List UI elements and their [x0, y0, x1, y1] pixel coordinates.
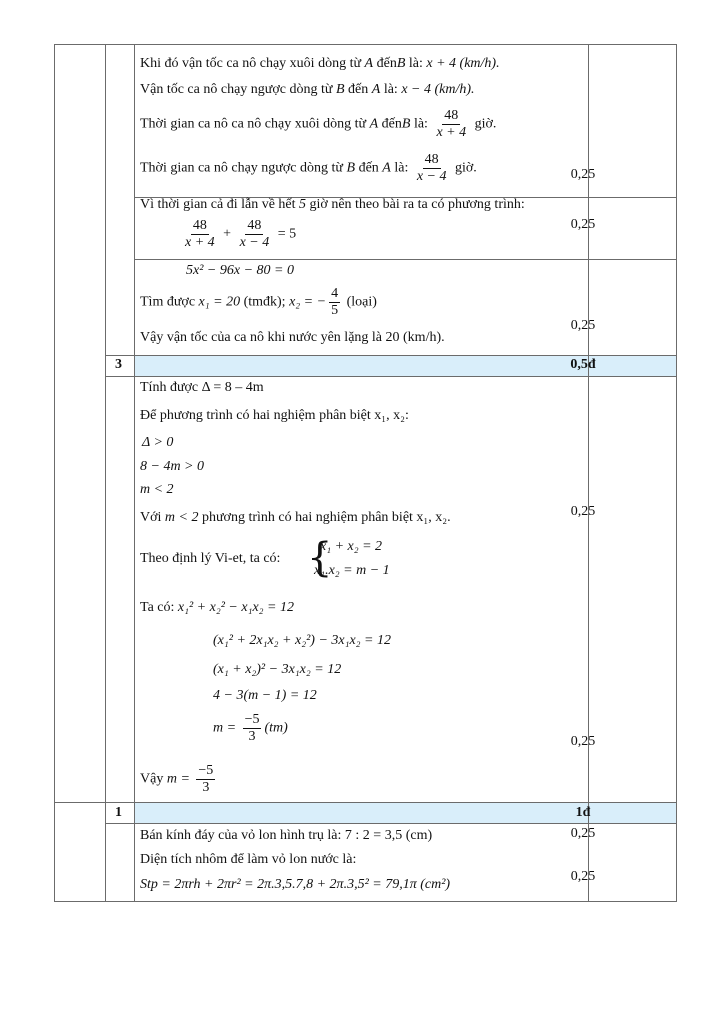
- text-line: Vậy vận tốc của ca nô khi nước yên lặng là 20 (km/h).: [140, 330, 445, 345]
- border-col2: [134, 44, 135, 902]
- equation: Stp = 2πrh + 2πr² = 2π.3,5.7,8 + 2π.3,5² = 79,1π (cm²): [140, 877, 451, 892]
- equation: $\frac{48}{x + 4}$ + $\frac{48}{x - 4}$ = 5: [185, 218, 297, 250]
- brace-symbol: {: [307, 535, 333, 581]
- text-line: Vận tốc ca nô chạy ngược dòng từ B đến A là: x − 4 (km/h).: [140, 82, 475, 97]
- border-left: [54, 44, 55, 902]
- equation: (x₁² + 2x₁x₂ + x₂²) − 3x₁x₂ = 12: [213, 633, 391, 648]
- inequality: m < 2: [140, 482, 174, 497]
- text-line: Diện tích nhôm để làm vỏ lon nước là:: [140, 852, 357, 867]
- text-line: Ta có: x₁² + x₂² − x₁x₂ = 12: [140, 600, 294, 615]
- text-line: Vậy m = $\frac{-5}{3}$: [140, 763, 214, 795]
- equation: (x₁ + x₂)² − 3x₁x₂ = 12: [213, 662, 342, 677]
- border-right: [676, 44, 677, 902]
- border-top: [54, 44, 677, 45]
- row-divider: [134, 259, 677, 260]
- fraction: $\frac{-5}{3}$: [244, 712, 260, 744]
- text-line: Bán kính đáy của vỏ lon hình trụ là: 7 : 2 = 3,5 (cm): [140, 828, 433, 843]
- fraction: $\frac{48}{x + 4}$: [436, 108, 467, 140]
- row-divider: [54, 802, 677, 803]
- text-line: Với m < 2 phương trình có hai nghiệm phân biệt x₁, x₂.: [140, 510, 451, 525]
- fraction: $\frac{48}{x - 4}$: [416, 152, 447, 184]
- row-points: 1đ: [575, 805, 591, 820]
- fraction: $\frac{48}{x + 4}$: [185, 218, 215, 250]
- row-divider: [105, 376, 677, 377]
- points: 0,25: [570, 504, 596, 519]
- row-divider: [105, 823, 677, 824]
- points: 0,25: [570, 167, 596, 182]
- fraction: $\frac{-5}{3}$: [198, 763, 214, 795]
- inequality: Δ > 0: [142, 435, 174, 450]
- row-points: 0,5đ: [570, 357, 596, 372]
- fraction: $\frac{4}{5}$: [331, 286, 339, 318]
- text-line: Theo định lý Vi-et, ta có:: [140, 551, 281, 566]
- row-divider: [105, 355, 677, 356]
- equation: m = $\frac{-5}{3}$ (tm): [213, 712, 288, 744]
- equation: 4 − 3(m − 1) = 12: [213, 688, 317, 703]
- text-line: Thời gian ca nô chạy ngược dòng từ B đến A là: $\frac{48}{x - 4}$ giờ.: [140, 152, 477, 184]
- text-line: Vì thời gian cả đi lẫn về hết 5 giờ nên theo bài ra ta có phương trình:: [140, 197, 525, 212]
- text-line: Tìm được x₁ = 20 (tmđk); x₂ = − $\frac{4}{5}$ (loại): [140, 286, 377, 318]
- inequality: 8 − 4m > 0: [140, 459, 205, 474]
- text-line: Tính được Δ = 8 – 4m: [140, 380, 264, 395]
- points: 0,25: [570, 217, 596, 232]
- fraction: $\frac{48}{x - 4}$: [239, 218, 270, 250]
- row-label: 3: [115, 357, 122, 372]
- border-bottom: [54, 901, 677, 902]
- equation: x₁.x₂ = m − 1: [314, 563, 390, 578]
- points: 0,25: [570, 318, 596, 333]
- equation: x₁ + x₂ = 2: [320, 539, 383, 554]
- row-label: 1: [115, 805, 122, 820]
- text-line: Để phương trình có hai nghiệm phân biệt x₁, x₂:: [140, 408, 409, 423]
- equation: 5x² − 96x − 80 = 0: [186, 263, 294, 278]
- text-line: Thời gian ca nô ca nô chạy xuôi dòng từ A đếnB là: $\frac{48}{x + 4}$ giờ.: [140, 108, 497, 140]
- points: 0,25: [570, 826, 596, 841]
- border-col1: [105, 44, 106, 902]
- text-line: Khi đó vận tốc ca nô chạy xuôi dòng từ A đếnB là: x + 4 (km/h).: [140, 56, 500, 71]
- points: 0,25: [570, 734, 596, 749]
- points: 0,25: [570, 869, 596, 884]
